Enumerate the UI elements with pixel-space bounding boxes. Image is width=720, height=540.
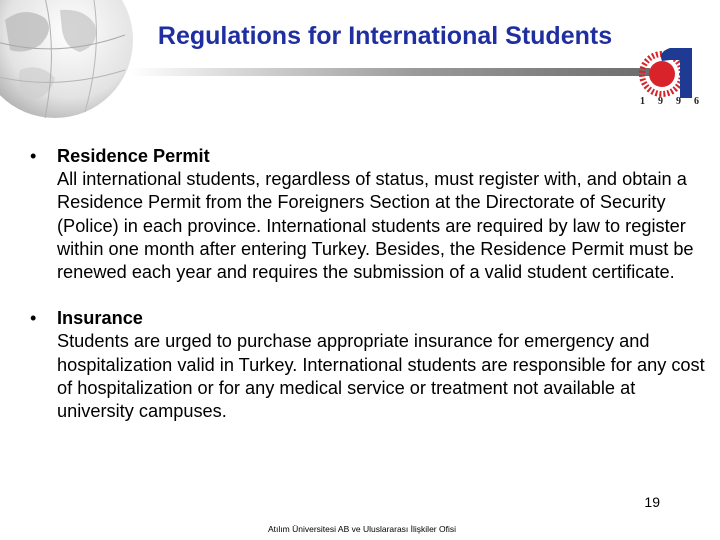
page-number: 19 bbox=[644, 494, 660, 510]
bullet-mark: • bbox=[30, 308, 37, 329]
bullet-text: All international students, regardless of status, must register with, and obtain a Residence Permit from the Foreigners Section at the Directorate of Security (Police) in each province. International students are required by law to register within one month after entering Turkey. Besides, the Residence Permit must be renewed each year and requires the submission of a valid student certificate. bbox=[57, 169, 694, 283]
bullet-text: Students are urged to purchase appropriate insurance for emergency and hospitalization valid in Turkey. International students are responsible for any cost of hospitalization or for any medical service or treatment not available at university campuses. bbox=[57, 331, 705, 422]
bullet-list bbox=[30, 145, 710, 423]
footer-text: Atılım Üniversitesi AB ve Uluslararası İlişkiler Ofisi bbox=[268, 524, 456, 534]
bullet-heading: Residence Permit bbox=[57, 146, 210, 166]
globe-icon bbox=[0, 0, 140, 130]
header-divider bbox=[130, 68, 650, 76]
bullet-mark: • bbox=[30, 146, 37, 166]
bullet-heading: Insurance bbox=[57, 308, 143, 329]
logo-year: 1996 bbox=[640, 96, 712, 107]
bullet-insurance bbox=[30, 307, 710, 423]
slide-title: Regulations for International Students bbox=[157, 22, 613, 50]
bullet-residence-permit bbox=[30, 145, 710, 284]
